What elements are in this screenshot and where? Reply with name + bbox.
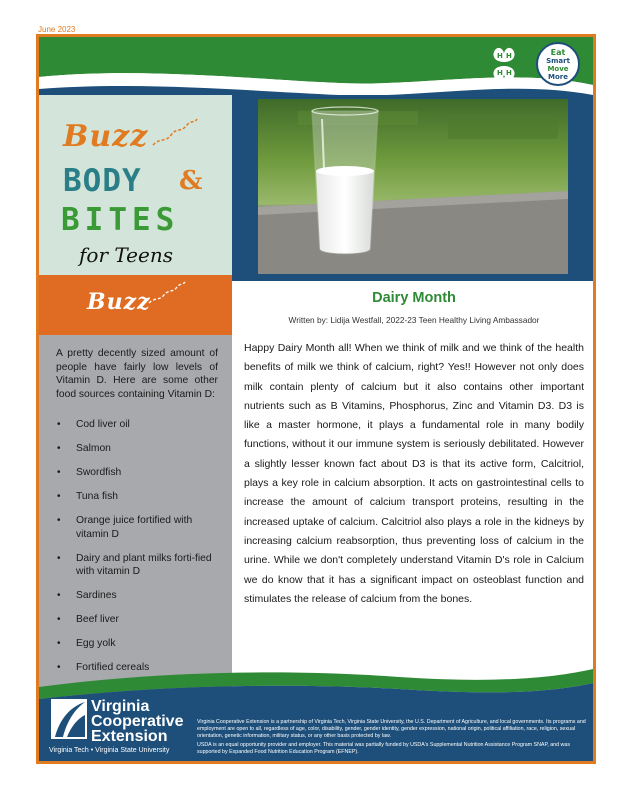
title-ampersand: & <box>179 166 203 196</box>
esmm-word-1: Eat <box>550 48 566 57</box>
newsletter-page <box>36 34 596 764</box>
sidebar-intro: A pretty decently sized amount of people have fairly low levels of Vitamin D. Here are some other food sources containing Vitamin D: <box>56 348 218 400</box>
vce-line-1: Virginia <box>91 698 150 715</box>
legal-text-2: USDA is an equal opportunity provider and employer. This material was partially funded by USDA's Supplemental Nutrition Assistance Program SNAP, and was supported by Expanded Food Nutrition Education Program (EFNEP). <box>197 742 570 755</box>
section-label: Buzz <box>87 289 151 315</box>
list-item: • Dairy and plant milks forti-fied with vitamin D <box>56 552 221 579</box>
legal-text-1: Virginia Cooperative Extension is a partnership of Virginia Tech, Virginia State University, the U.S. Department of Agriculture, and local governments. Its programs and employment are open to all, regardless of age, color, disability, gender, gender identity, gender expression, national origin, political affiliation, race, religion, sexual orientation, genetic information, military status, or any other basis protected by law. <box>197 719 586 739</box>
left-sidebar <box>39 95 232 707</box>
title-bites: BITES <box>61 202 180 238</box>
vitamin-d-sidebar <box>39 335 232 707</box>
list-item: • Sardines <box>56 589 221 603</box>
article-byline: Written by: Lidija Westfall, 2022-23 Teen Healthy Living Ambassador <box>288 315 540 325</box>
list-item: • Beef liver <box>56 613 221 627</box>
legal-notice <box>197 719 589 758</box>
list-item: • Cod liver oil <box>56 418 221 432</box>
article-title: Dairy Month <box>372 290 456 306</box>
list-item: • Orange juice fortified with vitamin D <box>56 514 221 541</box>
milk-glass-photo <box>258 99 568 274</box>
footer <box>39 665 593 761</box>
vce-line-2: Cooperative <box>91 713 184 730</box>
vce-logo-icon <box>51 699 87 739</box>
list-item: • Swordfish <box>56 466 221 480</box>
section-label-bar <box>39 275 232 335</box>
food-source-list <box>56 418 221 685</box>
svg-text:H: H <box>497 69 503 77</box>
eat-smart-move-more-logo <box>535 41 581 87</box>
squiggle-icon <box>151 115 201 155</box>
article-body: Happy Dairy Month all! When we think of milk and we think of the health benefits of milk we think of calcium, right? Yes!! However not only does milk contain plenty of calcium but it also contains other important nutrients such as B Vitamins, Phosphorus, Zinc and Vitamin D3. D3 is like a master hormone, it plays a fundamental role in many bodily functions, without it our immune system is seriously debilitated. However a slightly lesser known fact about D3 is that its active form, Calcitriol, plays a key role in calcium absorption. It acts on gastrointestinal cells to increase the amount of calcium transport proteins, resulting in the increased uptake of calcium. Calcitriol also plays a role in the kidneys by increasing calcium reabsorption, thus preventing loss of calcium in the urine. While we don't completely understand Vitamin D's role in Calcium we do know that it has a significant impact on osteoblast function and stimulates the release of calcium from the bones. <box>244 342 584 605</box>
svg-text:H: H <box>497 52 503 60</box>
list-item: • Egg yolk <box>56 637 221 651</box>
vce-line-3: Extension <box>91 728 168 745</box>
svg-text:H: H <box>506 52 512 60</box>
svg-text:H: H <box>506 69 512 77</box>
esmm-word-3: Move <box>547 65 569 73</box>
esmm-word-2: Smart <box>546 57 570 65</box>
list-item: • Fortified cereals <box>56 661 221 675</box>
title-body: BODY <box>63 163 142 199</box>
issue-date: June 2023 <box>38 25 76 34</box>
list-item: • Salmon <box>56 442 221 456</box>
esmm-word-4: More <box>548 73 568 81</box>
title-for-teens: for Teens <box>79 243 173 267</box>
newsletter-title-box <box>39 95 232 275</box>
list-item: • Tuna fish <box>56 490 221 504</box>
four-h-logo <box>483 43 525 85</box>
article <box>244 282 584 609</box>
vce-universities: Virginia Tech • Virginia State University <box>49 747 170 754</box>
squiggle-icon <box>147 279 187 309</box>
vce-wordmark <box>91 699 183 744</box>
title-buzz: Buzz <box>63 119 149 154</box>
